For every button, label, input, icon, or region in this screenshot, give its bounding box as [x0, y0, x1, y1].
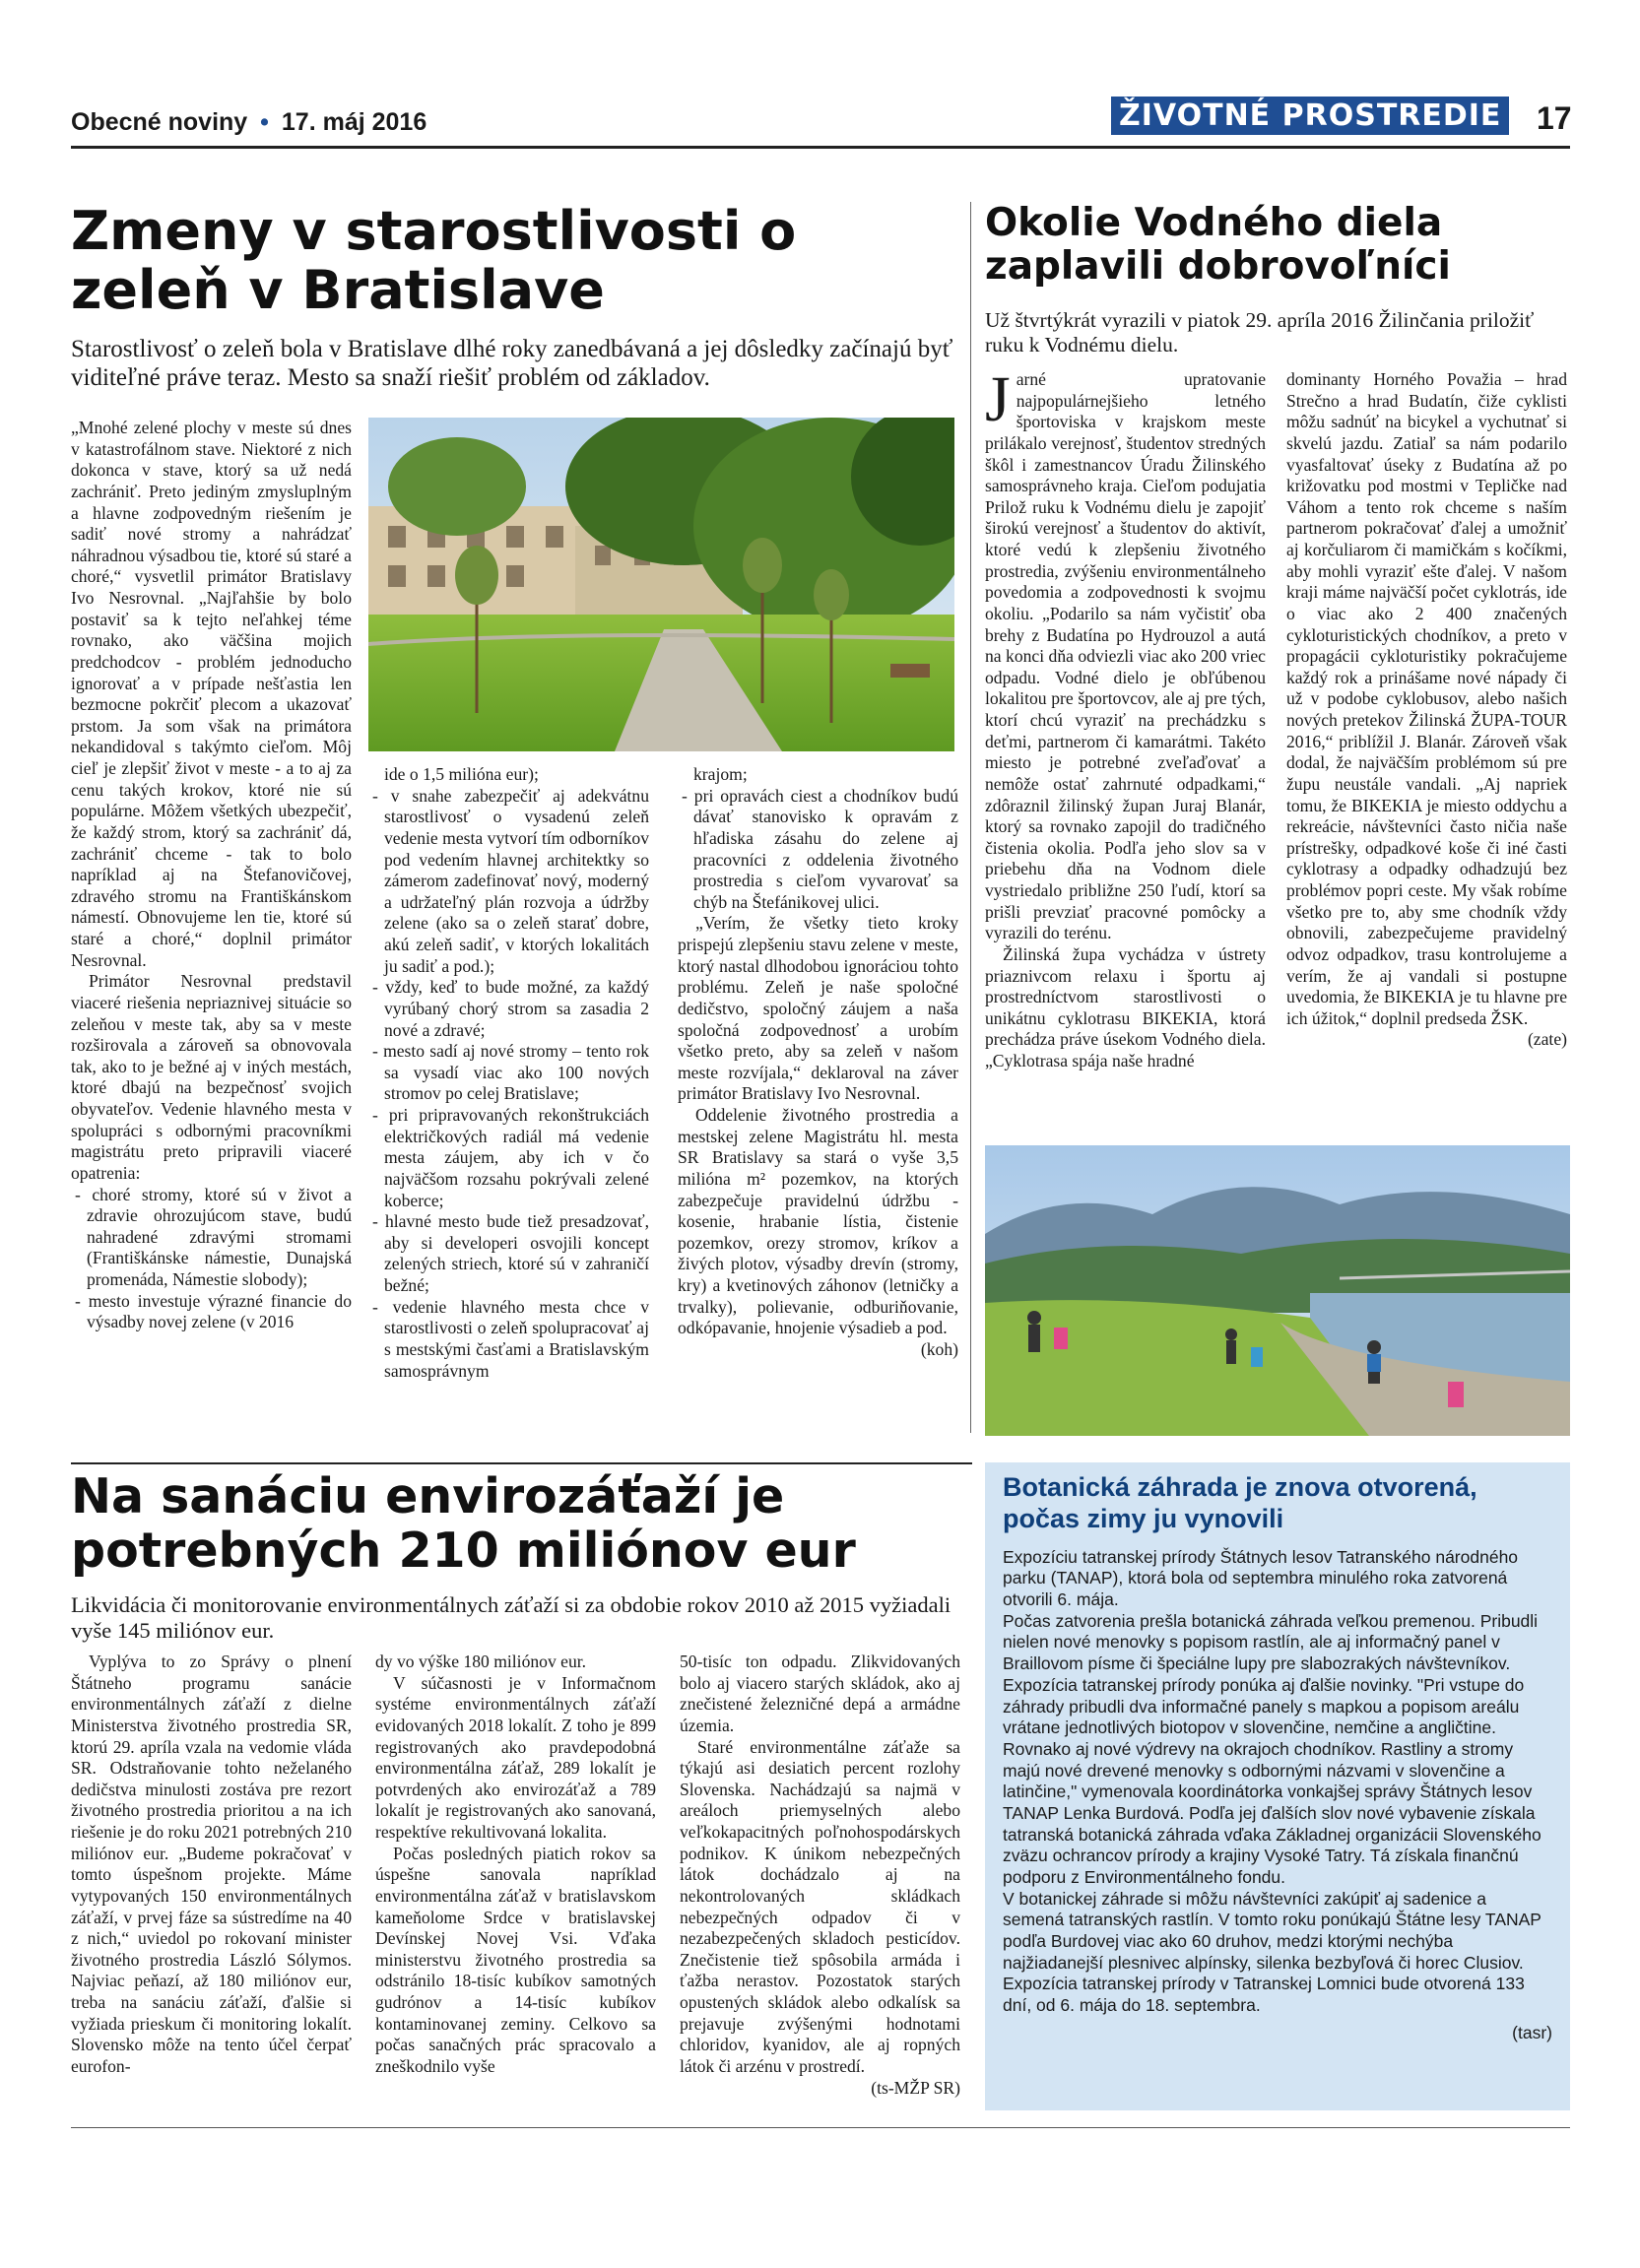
article4-title: Botanická záhrada je znova otvorená, počas zimy ju vynovili — [1003, 1472, 1477, 1533]
article1-list-item: - v snahe zabezpečiť aj adekvátnu starostlivosť o vysadenú zeleň vedenie mesta vytvorí tím odborníkov pod vedením hlavnej architektky so zámerom zadefinovať nový, moderný a udržateľný plán rozvoja a údržby zelene (ako sa o zeleň starať dobre, akú zeleň sadiť, v ktorých lokalitách ju sadiť a pod.); — [368, 786, 649, 978]
article1-title: Zmeny v starostlivosti o zeleň v Bratislave — [71, 200, 797, 322]
masthead — [71, 108, 426, 137]
article2-col1 — [985, 363, 1266, 1072]
article3-col3 — [680, 1652, 960, 2099]
header-rule — [71, 146, 1570, 149]
botanical-box — [985, 1462, 1570, 2110]
article1-col3 — [678, 764, 958, 1361]
article2-col2 — [1286, 369, 1567, 1051]
article1-signature: (koh) — [920, 1338, 958, 1359]
article3-paragraph: Vyplýva to zo Správy o plnení Štátneho programu sanácie environmentálnych záťaží z dielne Ministerstva životného prostredia SR, ktorú 29. apríla vzala na vedomie vláda SR. Odstraňovanie tohto neželaného dedičstva minulosti zostáva pre rezort životného prostredia prioritou a na ich riešenie je do roku 2021 potrebných 210 miliónov eur. „Budeme pokračovať v tomto úspešnom projekte. Máme vytypovaných 150 environmentálnych záťaží, v prvej fáze sa sústredíme na 40 z nich,“ uviedol po rokovaní minister životného prostredia László Sólymos. Najviac peňazí, až 180 miliónov eur, treba na sanáciu záťaží, ďalšie si vyžiada prieskum či monitoring lokalít. Slovensko môže na tento účel čerpať eurofon- — [71, 1652, 352, 2076]
article1-paragraph: „Verím, že všetky tieto kroky prispejú zlepšeniu stavu zelene v meste, ktorý nastal dlhodobou ignoráciou tohto problému. Zeleň je naše spoločné dedičstvo, spoločný záujem a naša spoločná zodpovednosť a urobím všetko preto, aby sa zeleň v našom meste rozvíjala,“ deklaroval na záver primátor Bratislavy Ivo Nesrovnal. — [678, 913, 958, 1104]
article2-paragraph: dominanty Horného Považia – hrad Strečno a hrad Budatín, čiže cyklisti môžu sadnúť na bicykel a vychutnať si skvelú jazdu. Zatiaľ sa nám podarilo vyasfaltovať úseky z Budatína až po križovatku pod mostmi v Tepličke nad Váhom a tento rok chceme s naším partnerom pokračovať ďalej a umožniť aj korčuliarom či mamičkám s kočíkmi, aby mohli vyraziť ešte ďalej. V našom kraji máme najväčší počet cyklotrás, ide o viac ako 2 400 značených cykloturistických chodníkov, a preto v propagácii cykloturistiky pokračujeme každý rok a prinášame nové nápady či už v podobe cyklobusov, alebo našich nových pretekov Žilinská ŽUPA-TOUR 2016,“ priblížil J. Blanár. Zároveň však dodal, že najväčším problémom sú pre župu neustále vandali. „Aj napriek tomu, že BIKEKIA je miesto oddychu a rekreácie, návštevníci často ničia naše prístrešky, odpadkové koše či iné časti cyklotrasy a odpadky odhadzujú bez problémov popri ceste. My však robíme všetko pre to, aby sme chodník vždy obnovili, zabezpečujeme pravidelný odvoz odpadkov, trasu kontrolujeme a verím, že aj vandali si postupne uvedomia, že BIKEKIA je tu hlavne pre ich úžitok,“ doplnil predseda ŽSK. — [1286, 369, 1567, 1028]
article1-paragraph: Primátor Nesrovnal predstavil viaceré riešenia nepriaznivej situácie so zeleňou v meste tak, aby sa v meste rozširovala a zároveň sa obnovovala tak, ako to je bežné aj v iných mestách, ktoré dbajú na bezpečnosť svojich obyvateľov. Vedenie hlavného mesta v spolupráci s odbornými pracovníkmi magistrátu preto pripravili viaceré opatrenia: — [71, 971, 352, 1183]
article3-top-rule — [71, 1462, 972, 1464]
article3-paragraph: dy vo výške 180 miliónov eur. — [375, 1652, 587, 1671]
article3-paragraph: 50-tisíc ton odpadu. Zlikvidovaných bolo aj viacero starých skládok, ako aj znečistené železničné depá a armádne územia. — [680, 1652, 960, 1735]
bullet: • — [260, 108, 269, 136]
article1-paragraph: ide o 1,5 milióna eur); — [384, 764, 539, 784]
article4-paragraph: Expozíciu tatranskej prírody Štátnych lesov Tatranského národného parku (TANAP), ktorá bola od septembra minulého roka zatvorená otvorili 6. mája. — [1003, 1546, 1519, 1610]
volunteers-photo — [985, 1145, 1570, 1436]
article1-col2 — [368, 764, 649, 1382]
article4-signature: (tasr) — [1512, 2022, 1552, 2042]
article3-title: Na sanáciu envirozáťaží je potrebných 210 miliónov eur — [71, 1468, 856, 1579]
article2-lead: Už štvrtýkrát vyrazili v piatok 29. apríla 2016 Žilinčania priložiť ruku k Vodnému dielu. — [985, 308, 1535, 356]
article1-list-item: - pri pripravovaných rekonštrukciách električkových radiál má vedenie mesta záujem, aby ich v čo najväčšom rozsahu pokrývali zelené koberce; — [368, 1105, 649, 1211]
article2-paragraph: Žilinská župa vychádza v ústrety priaznivcom relaxu i športu aj prostredníctvom starostlivosti o unikátnu cyklotrasu BIKEKIA, ktorá prechádza práve úsekom Vodného diela. „Cyklotrasa spája naše hradné — [985, 943, 1266, 1070]
article1-col1 — [71, 418, 352, 1333]
article1-list-item: - hlavné mesto bude tiež presadzovať, aby si developeri osvojili koncept zelených striech, ktoré sú v zahraničí bežné; — [368, 1211, 649, 1297]
article1-list-item: - mesto sadí aj nové stromy – tento rok sa vysadí viac ako 100 nových stromov po celej Bratislave; — [368, 1041, 649, 1105]
paper-name: Obecné noviny — [71, 108, 248, 136]
article1-list-item: - mesto investuje výrazné financie do výsadby novej zelene (v 2016 — [71, 1291, 352, 1333]
article3-paragraph: Staré environmentálne záťaže sa týkajú asi desiatich percent rozlohy Slovenska. Nachádzajú sa najmä v areáloch priemyselných alebo veľkokapacitných poľnohospodárskych podnikov. K únikom nebezpečných látok dochádzalo aj na nekontrolovaných skládkach nebezpečných odpadov či v nezabezpečených skladoch pesticídov. Znečistenie tiež spôsobila armáda i ťažba nerastov. Pozostatok starých opustených skládok alebo odkalísk sa prejavuje zvýšenými hodnotami chloridov, kyanidov, ale aj ropných látok či arzénu v prostredí. — [680, 1736, 960, 2076]
article1-list-item: - vždy, keď to bude možné, za každý vyrúbaný chorý strom sa zasadia 2 nové a zdravé; — [368, 977, 649, 1041]
issue-date: 17. máj 2016 — [281, 108, 427, 136]
article3-paragraph: Počas posledných piatich rokov sa úspešne sanovala napríklad environmentálna záťaž v bratislavskom kameňolome Srdce v bratislavskej Devínskej Novej Vsi. Vďaka ministerstvu životného prostredia sa odstránilo 18-tisíc kubíkov samotných gudrónov a 14-tisíc kubíkov kontaminovanej zeminy. Celkovo sa počas sanačných prác spracovalo a zneškodnilo vyše — [375, 1843, 656, 2076]
article1-list-item: - pri opravách ciest a chodníkov budú dávať stanovisko k opravám z hľadiska zásahu do zelene aj pracovníci z oddelenia životného prostredia s cieľom vyvarovať sa chýb na Štefánikovej ulici. — [678, 786, 958, 914]
article3-signature: (ts-MŽP SR) — [871, 2077, 960, 2098]
article1-paragraph: „Mnohé zelené plochy v meste sú dnes v katastrofálnom stave. Niektoré z nich dokonca v stave, ktorý sa už nedá zachrániť. Preto jediným zmysluplným a hlavne zodpovedným riešením je sadiť nové stromy a nahrádzať náhradnou výsadbou tie, ktoré sú staré a choré,“ vysvetlil primátor Bratislavy Ivo Nesrovnal. „Najľahšie by bolo postaviť sa k tejto neľahkej téme rovnako, ako väčšina mojich predchodcov - problém jednoducho ignorovať a v prípade nešťastia len bezmocne pokrčiť plecom a ukazovať prstom. Ja som však na primátora nekandidoval s takýmto cieľom. Môj cieľ je zlepšiť život v meste - a to aj za cenu takých krokov, ktoré nie sú populárne. Môžem všetkých ubezpečiť, že každý strom, ktorý sa zachrániť dá, zachrániť chceme - tak to bolo napríklad aj na Štefanovičovej, zdravého stromu na Františkánskom námestí. Obnovujeme len tie, ktoré sú staré a choré,“ doplnil primátor Nesrovnal. — [71, 418, 352, 970]
article3-paragraph: V súčasnosti je v Informačnom systéme environmentálnych záťaží evidovaných 2018 lokalít. Z toho je 899 registrovaných ako pravdepodobná environmentálna záťaž, 289 lokalít je potvrdených ako envirozáťaž a 789 lokalít je registrovaných ako sanovaná, respektíve rekultivovaná lokalita. — [375, 1672, 656, 1842]
article1-list-item: - vedenie hlavného mesta chce v starostlivosti o zeleň spolupracovať aj s mestskými časťami a Bratislavským samosprávnym — [368, 1297, 649, 1383]
article3-lead: Likvidácia či monitorovanie environmentálnych záťaží si za obdobie rokov 2010 až 2015 vyžiadali vyše 145 miliónov eur. — [71, 1592, 951, 1644]
article1-paragraph: Oddelenie životného prostredia a mestskej zelene Magistrátu hl. mesta SR Bratislavy sa stará o vyše 3,5 milióna m² pozemkov, na ktorých zabezpečuje pravidelnú údržbu - kosenie, hrabanie lístia, čistenie pozemkov, orezy stromov, kríkov a živých plotov, výsadby drevín (stromy, kry) a kvetinových záhonov (letničky a trvalky), polievanie, odburiňovanie, odkópavanie, hnojenie výsadieb a pod. — [678, 1105, 958, 1338]
vertical-divider — [970, 202, 971, 1433]
article2-signature: (zate) — [1527, 1029, 1567, 1050]
article3-col1 — [71, 1652, 352, 2078]
page-number: 17 — [1537, 100, 1572, 136]
section-label: ŽIVOTNÉ PROSTREDIE — [1111, 97, 1509, 135]
drop-cap: J — [985, 363, 1011, 435]
article1-list-item: - choré stromy, ktoré sú v život a zdravie ohrozujúcom stave, budú nahradené zdravými stromami (Františkánske námestie, Dunajská promenáda, Námestie slobody); — [71, 1185, 352, 1291]
article2-title: Okolie Vodného diela zaplavili dobrovoľníci — [985, 201, 1451, 289]
article4-paragraph: Počas zatvorenia prešla botanická záhrada veľkou premenou. Pribudli nielen nové menovky s popisom rastlín, ale aj informačný panel v Braillovom písme či špeciálne lupy pre slabozrakých návštevníkov. — [1003, 1610, 1539, 1674]
article2-paragraph: arné upratovanie najpopulárnejšieho letného športoviska v krajskom meste prilákalo verejnosť, študentov stredných škôl i zamestnancov Úradu Žilinského samosprávneho kraja. Cieľom podujatia Prilož ruku k Vodnému dielu je zapojiť širokú verejnosť a študentov do aktivít, ktoré vedú k zlepšeniu životného prostredia, zvýšeniu environmentálneho povedomia a zodpovednosti k svojmu okoliu. „Podarilo sa nám vyčistiť oba brehy z Budatína po Hydrouzol a autá na konci dňa odviezli viac ako 200 vriec odpadu. Vodné dielo je obľúbenou lokalitou pre športovcov, ale aj pre tých, ktorí chcú vyraziť na prechádzku s deťmi, partnerom či kamarátmi. Takéto miesto je potrebné zveľaďovať a nemôže ostať zahrnuté odpadkami,“ zdôraznil žilinský župan Juraj Blanár, ktorý sa rovnako zapojil do tradičného čistenia okolia. Podľa jeho slov sa v priebehu dňa na Vodnom diele vystriedalo približne 250 ľudí, ktorí sa prišli prevziať pracovné pomôcky a vyrazili do terénu. — [985, 369, 1266, 943]
article3-col2 — [375, 1652, 656, 2078]
footer-rule — [71, 2127, 1570, 2128]
park-photo — [368, 418, 954, 751]
article4-paragraph: V botanickej záhrade si môžu návštevníci zakúpiť aj sadenice a semená tatranských rastlín. V tomto roku ponúkajú Štátne lesy TANAP podľa Burdovej viac ako 60 druhov, medzi ktorými nechýba najžiadanejší plesnivec alpínsky, silenka bezbyľová či horec Clusiov. Expozícia tatranskej prírody v Tatranskej Lomnici bude otvorená 133 dní, od 6. mája do 18. septembra. — [1003, 1888, 1542, 2016]
article1-paragraph: krajom; — [693, 764, 748, 784]
article1-lead: Starostlivosť o zeleň bola v Bratislave dlhé roky zanedbávaná a jej dôsledky začínajú byť viditeľné práve teraz. Mesto sa snaží riešiť problém od základov. — [71, 336, 953, 391]
article4-paragraph: Expozícia tatranskej prírody ponúka aj ďalšie novinky. "Pri vstupe do záhrady pribudli dva informačné panely s mapkou a popisom areálu vrátane jednotlivých biotopov v slovenčine, nemčine a angličtine. Rovnako aj nové výdrevy na okrajoch chodníkov. Rastliny a stromy majú nové drevené menovky s odbornými názvami v slovenčine a latinčine," vymenovala koordinátorka vonkajšej správy Štátnych lesov TANAP Lenka Burdová. Podľa jej ďalších slov nové vybavenie získala tatranská botanická záhrada vďaka Základnej organizácii Slovenského zväzu ochrancov prírody a krajiny Vysoké Tatry. Tá získala finančnú podporu z Environmentálneho fondu. — [1003, 1674, 1542, 1888]
